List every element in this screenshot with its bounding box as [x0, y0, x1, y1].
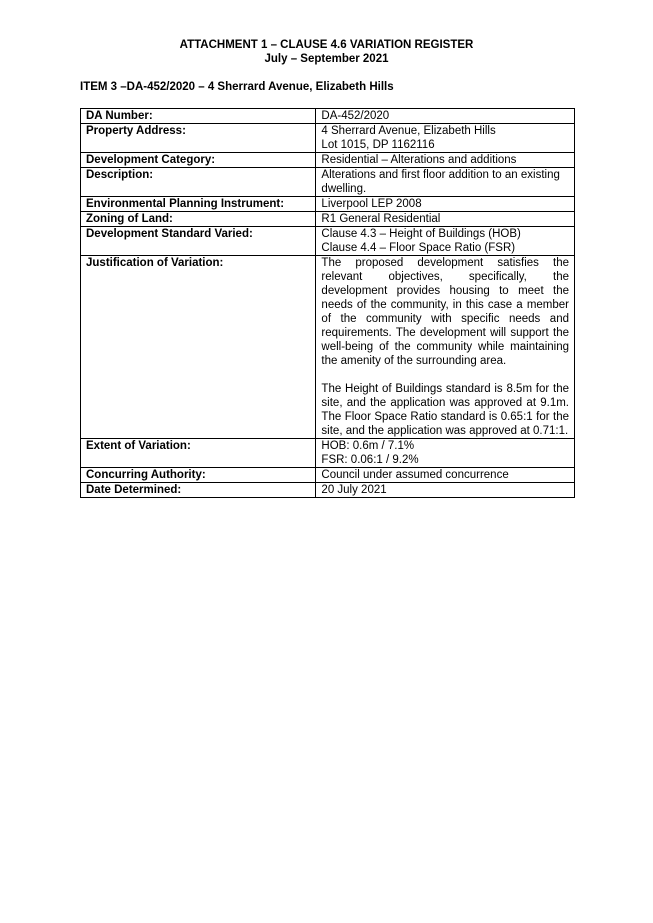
value-epi: Liverpool LEP 2008	[316, 197, 575, 212]
row-zoning	[81, 212, 575, 227]
value-extent	[316, 439, 575, 468]
value-development-category: Residential – Alterations and additions	[316, 153, 575, 168]
label-justification: Justification of Variation:	[81, 256, 316, 439]
label-epi: Environmental Planning Instrument:	[81, 197, 316, 212]
row-description	[81, 168, 575, 197]
value-justification	[316, 256, 575, 439]
row-extent	[81, 439, 575, 468]
label-property-address: Property Address:	[81, 124, 316, 153]
label-date-determined: Date Determined:	[81, 483, 316, 498]
value-da-number: DA-452/2020	[316, 109, 575, 124]
extent-fsr: FSR: 0.06:1 / 9.2%	[321, 454, 419, 466]
label-da-number: DA Number:	[81, 109, 316, 124]
row-development-category	[81, 153, 575, 168]
label-development-category: Development Category:	[81, 153, 316, 168]
value-property-address	[316, 124, 575, 153]
label-zoning: Zoning of Land:	[81, 212, 316, 227]
value-standard-varied	[316, 227, 575, 256]
extent-hob: HOB: 0.6m / 7.1%	[321, 440, 415, 452]
header-period: July – September 2021	[264, 53, 389, 65]
label-extent: Extent of Variation:	[81, 439, 316, 468]
row-standard-varied	[81, 227, 575, 256]
value-description: Alterations and first floor addition to an existing dwelling.	[316, 168, 575, 197]
label-description: Description:	[81, 168, 316, 197]
value-concurring-authority: Council under assumed concurrence	[316, 468, 575, 483]
row-epi	[81, 197, 575, 212]
document-header	[0, 38, 653, 66]
row-justification	[81, 256, 575, 439]
property-street: 4 Sherrard Avenue, Elizabeth Hills	[321, 125, 496, 137]
standard-clause-4-3: Clause 4.3 – Height of Buildings (HOB)	[321, 228, 521, 240]
header-title: ATTACHMENT 1 – CLAUSE 4.6 VARIATION REGISTER	[179, 39, 474, 51]
row-property-address	[81, 124, 575, 153]
justification-paragraph-2: The Height of Buildings standard is 8.5m for the site, and the application was approved at 9.1m. The Floor Space Ratio standard is 0.65:1 for the site, and the application was approved at 0.71:1.	[321, 383, 569, 437]
property-lot: Lot 1015, DP 1162116	[321, 139, 435, 151]
value-zoning: R1 General Residential	[316, 212, 575, 227]
standard-clause-4-4: Clause 4.4 – Floor Space Ratio (FSR)	[321, 242, 516, 254]
row-da-number	[81, 109, 575, 124]
value-date-determined: 20 July 2021	[316, 483, 575, 498]
row-date-determined	[81, 483, 575, 498]
row-concurring-authority	[81, 468, 575, 483]
label-standard-varied: Development Standard Varied:	[81, 227, 316, 256]
paragraph-spacer	[321, 368, 569, 382]
variation-register-table	[80, 108, 575, 498]
label-concurring-authority: Concurring Authority:	[81, 468, 316, 483]
justification-paragraph-1: The proposed development satisfies the relevant objectives, specifically, the development provides housing to meet the needs of the community, in this case a member of the community with specific needs and requirements. The development will support the well-being of the community while maintaining the amenity of the surrounding area.	[321, 257, 569, 367]
item-title: ITEM 3 –DA-452/2020 – 4 Sherrard Avenue, Elizabeth Hills	[80, 81, 394, 93]
